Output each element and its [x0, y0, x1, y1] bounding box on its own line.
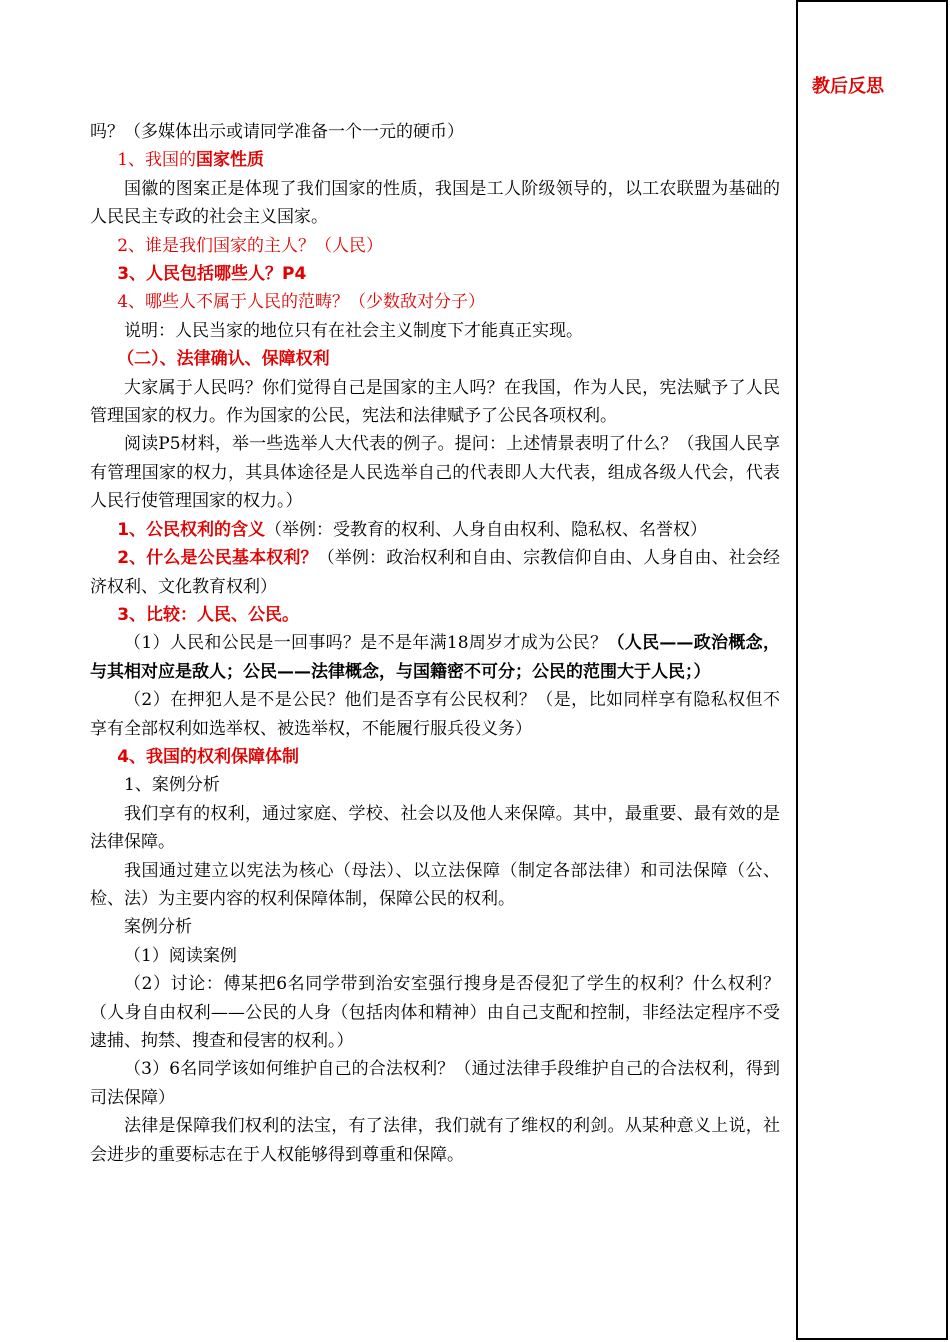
heading-national-nature: 1、我国的国家性质: [117, 150, 265, 171]
point-protection-system: 4、我国的权利保障体制: [117, 746, 300, 767]
paragraph: 1、案例分析: [124, 775, 220, 796]
paragraph: 法律是保障我们权利的法宝，有了法律，我们就有了维权的利剑。从某种意义上说，社会进步的重要标志在于人权能够得到尊重和保障。: [90, 1116, 780, 1165]
reflection-title: 教后反思: [812, 76, 884, 97]
question-line: 3、人民包括哪些人？P4: [117, 264, 307, 285]
paragraph: （2）在押犯人是不是公民？他们是否享有公民权利？（是，比如同样享有隐私权但不享有全部权利如选举权、被选举权，不能履行服兵役义务）: [90, 690, 780, 739]
point-citizen-rights: 1、公民权利的含义（举例：受教育的权利、人身自由权利、隐私权、名誉权）: [117, 519, 708, 540]
paragraph: 案例分析: [124, 917, 192, 938]
question-line: 2、谁是我们国家的主人？（人民）: [117, 235, 384, 256]
paragraph: （1）人民和公民是一回事吗？是不是年满18周岁才成为公民？（人民——政治概念，与其相对应是敌人；公民——法律概念，与国籍密不可分；公民的范围大于人民；）: [90, 633, 781, 682]
paragraph: 大家属于人民吗？你们觉得自己是国家的主人吗？在我国，作为人民，宪法赋予了人民管理国家的权力。作为国家的公民，宪法和法律赋予了公民各项权利。: [90, 377, 780, 427]
paragraph: （1）阅读案例: [124, 945, 237, 966]
paragraph: 阅读P5材料，举一些选举人大代表的例子。提问：上述情景表明了什么？（我国人民享有管理国家的权力，其具体途径是人民选举自己的代表即人大代表，组成各级人代会，代表人民行使管理国家的权力。）: [90, 434, 780, 512]
paragraph: 国徽的图案正是体现了我们国家的性质，我国是工人阶级领导的，以工农联盟为基础的人民民主专政的社会主义国家。: [90, 178, 780, 228]
paragraph: 我们享有的权利，通过家庭、学校、社会以及他人来保障。其中，最重要、最有效的是法律保障。: [90, 803, 780, 853]
paragraph: （2）讨论：傅某把6名同学带到治安室强行搜身是否侵犯了学生的权利？什么权利？（人身自由权利——公民的人身（包括肉体和精神）由自己支配和控制，非经法定程序不受逮捕、拘禁、搜查和侵害的权利。）: [90, 974, 780, 1051]
section-heading: （二）、法律确认、保障权利: [117, 349, 330, 370]
point-compare: 3、比较：人民、公民。: [117, 604, 300, 625]
paragraph: 我国通过建立以宪法为核心（母法）、以立法保障（制定各部法律）和司法保障（公、检、法）为主要内容的权利保障体制，保障公民的权利。: [90, 860, 780, 909]
paragraph: 吗？（多媒体出示或请同学准备一个一元的硬币）: [90, 122, 464, 142]
lesson-content: [90, 118, 780, 1169]
paragraph: （3）6名同学该如何维护自己的合法权利？（通过法律手段维护自己的合法权利，得到司法保障）: [90, 1059, 780, 1108]
point-basic-rights: 2、什么是公民基本权利？（举例：政治权利和自由、宗教信仰自由、人身自由、社会经济权利、文化教育权利）: [90, 548, 781, 597]
paragraph: 说明：人民当家的地位只有在社会主义制度下才能真正实现。: [124, 320, 583, 341]
question-line: 4、哪些人不属于人民的范畴？（少数敌对分子）: [117, 292, 486, 313]
reflection-column-frame: [798, 0, 948, 1340]
